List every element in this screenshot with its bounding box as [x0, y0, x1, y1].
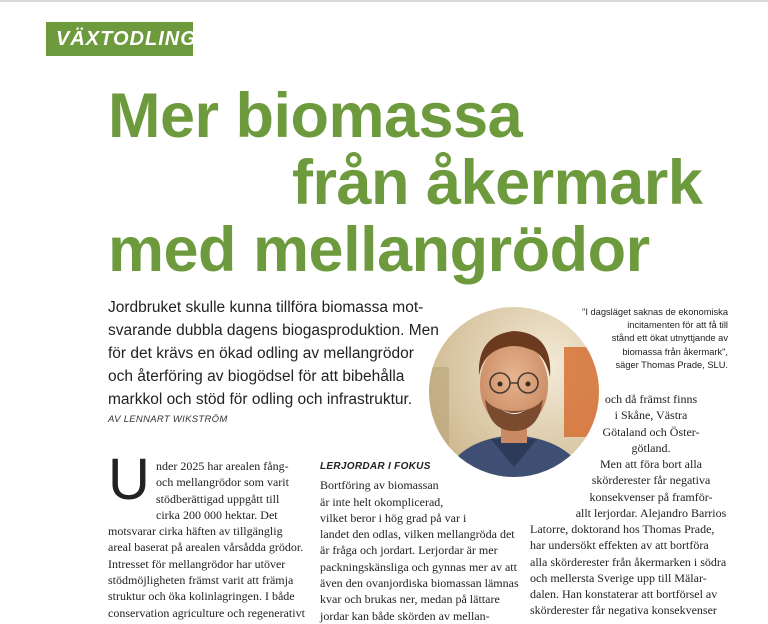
body-line: götland. [631, 440, 671, 455]
body-line: är fråga och jordart. Lerjordar är mer [320, 543, 498, 558]
body-line: konsekvenser på framför- [589, 489, 713, 504]
lead-line: svarande dubbla dagens biogasproduktion. Men [108, 322, 439, 339]
headline-line-2: från åkermark [292, 148, 703, 218]
body-line: jordar kan både skörden av mellan- [320, 608, 490, 623]
lead-line: Jordbruket skulle kunna tillföra biomassa mot- [108, 299, 424, 316]
body-line: areal baserat på arealen vårsådda grödor. [108, 540, 304, 555]
body-line: Latorre, doktorand hos Thomas Prade, [530, 522, 715, 536]
body-line: kvar och brukas ner, medan på lättare [320, 592, 500, 607]
quote-line: stånd ett ökat utnyttjande av [611, 333, 728, 344]
lead-paragraph [108, 296, 468, 411]
headline-line-3: med mellangrödor [108, 215, 650, 285]
body-line: allt lerjordar. Alejandro Barrios [575, 506, 727, 521]
drop-cap: U [108, 447, 150, 512]
body-line: är inte helt okomplicerad, [320, 494, 444, 509]
body-line: vilket beror i hög grad på var i [320, 510, 467, 525]
body-line: Intresset för mellangrödor har utöver [108, 556, 286, 571]
body-line: alla skörderester från åkermarken i södra [530, 554, 727, 569]
body-line: dalen. Han konstaterar att bortförsel av [530, 587, 718, 602]
body-line: landet den odlas, vilken mellangröda det [320, 527, 515, 542]
body-line: packningskänsliga och gynnas mer av att [320, 559, 517, 574]
subhead: LERJORDAR I FOKUS [320, 461, 431, 472]
body-line: skörderester får negativa konsekvenser [530, 603, 717, 618]
body-line: och då främst finns [604, 392, 698, 406]
body-line: i Skåne, Västra [614, 408, 688, 423]
quote-line: "I dagsläget saknas de ekonomiska [582, 307, 728, 317]
headline-line-1: Mer biomassa [108, 81, 523, 151]
body-line: stödberättigad uppgått till [156, 491, 280, 506]
body-line: nder 2025 har arealen fång- [156, 459, 289, 473]
quote-line: incitamenten för att få till [627, 320, 728, 331]
body-column-3-bottom [530, 521, 727, 619]
lead-line: och återföring av biogödsel för att bibehålla [108, 368, 405, 385]
body-line: cirka 200 000 hektar. Det [156, 507, 278, 522]
body-line: har undersökt effekten av att bortföra [530, 538, 709, 553]
top-rule [0, 0, 768, 2]
body-line: Bortföring av biomassan [320, 478, 439, 493]
body-line: stödmöjligheten främst varit att främja [108, 573, 294, 588]
lead-line: för det krävs en ökad odling av mellangrödor [108, 345, 414, 362]
body-line: och mellangrödor som varit [156, 475, 289, 490]
body-line: och mellersta Sverige upp till Mälar- [530, 570, 707, 585]
body-line: struktur och öka kolinlagringen. I både [108, 589, 295, 604]
lead-line: markkol och stöd för odling och infrastruktur. [108, 391, 413, 408]
quote-line: biomassa från åkermark", [622, 346, 728, 357]
body-line: även den ovanjordiska biomassan lämnas [320, 576, 519, 591]
body-column-1 [108, 458, 305, 621]
body-column-2 [320, 459, 520, 624]
byline: AV LENNART WIKSTRÖM [108, 414, 228, 425]
body-line: Götaland och Öster- [602, 424, 700, 439]
body-line: skörderester får negativa [591, 473, 711, 488]
section-tag: VÄXTODLING [46, 22, 193, 56]
portrait-illustration [429, 307, 599, 477]
body-line: conservation agriculture och regenerativt [108, 605, 305, 620]
body-column-3-top [575, 391, 727, 521]
portrait-photo [429, 307, 599, 477]
quote-line: säger Thomas Prade, SLU. [615, 359, 728, 370]
body-line: Men att föra bort alla [600, 457, 702, 472]
body-line: motsvarar cirka häften av tillgänglig [108, 524, 283, 539]
